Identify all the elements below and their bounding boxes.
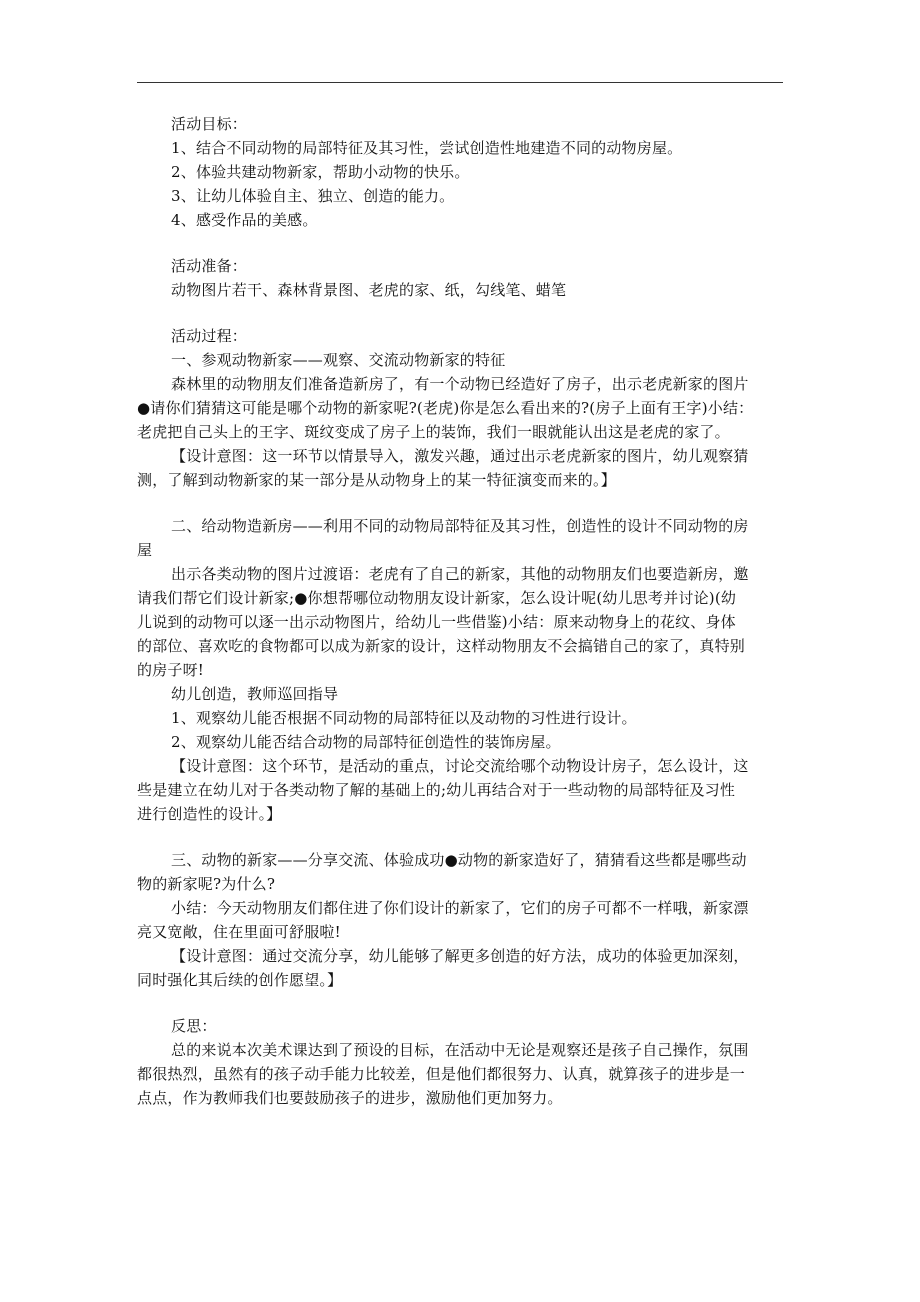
step1-intent-line: 【设计意图：这一环节以情景导入，激发兴趣，通过出示老虎新家的图片，幼儿观察猜 [171,447,749,465]
step2-line: 出示各类动物的图片过渡语：老虎有了自己的新家，其他的动物朋友们也要造新房，邀 [171,565,749,583]
prep-text: 动物图片若干、森林背景图、老虎的家、纸，勾线笔、蜡笔 [171,281,567,299]
step1-line: 老虎把自己头上的王字、斑纹变成了房子上的装饰，我们一眼就能认出这是老虎的家了。 [137,423,730,441]
step2-line: 的部位、喜欢吃的食物都可以成为新家的设计，这样动物朋友不会搞错自己的家了，真特别 [137,637,746,655]
step2-line: 请我们帮它们设计新家;●你想帮哪位动物朋友设计新家，怎么设计呢(幼儿思考并讨论)(幼 [137,589,737,607]
header-rule [137,82,783,83]
goal-item: 4、感受作品的美感。 [171,211,318,229]
prep-heading: 活动准备： [171,257,248,275]
step2-line: 儿说到的动物可以逐一出示动物图片，给幼儿一些借鉴)小结：原来动物身上的花纹、身体 [137,613,736,631]
step2-intent-line: 【设计意图：这个环节，是活动的重点，讨论交流给哪个动物设计房子，怎么设计，这 [171,757,749,775]
step3-intent-line: 【设计意图：通过交流分享，幼儿能够了解更多创造的好方法，成功的体验更加深刻， [171,947,749,965]
step2-guide-item: 1、观察幼儿能否根据不同动物的局部特征以及动物的习性进行设计。 [171,709,637,727]
step1-line: 森林里的动物朋友们准备造新房了，有一个动物已经造好了房子，出示老虎新家的图片 [171,375,749,393]
step1-intent-line: 测，了解到动物新家的某一部分是从动物身上的某一特征演变而来的。】 [137,471,616,489]
step1-title: 一、参观动物新家——观察、交流动物新家的特征 [171,351,506,369]
step2-line: 的房子呀! [137,661,205,679]
step3-summary-line: 亮又宽敞，住在里面可舒服啦! [137,923,341,941]
spacer [137,302,787,324]
step1-line: ●请你们猜猜这可能是哪个动物的新家呢?(老虎)你是怎么看出来的?(房子上面有王字)小结： [137,399,754,417]
reflection-line: 都很热烈，虽然有的孩子动手能力比较差，但是他们都很努力、认真，就算孩子的进步是一 [137,1065,746,1083]
step3-title: 三、动物的新家——分享交流、体验成功●动物的新家造好了，猜猜看这些都是哪些动 [171,851,747,869]
reflection-line: 点点，作为教师我们也要鼓励孩子的进步，激励他们更加努力。 [137,1089,563,1107]
step2-intent-line: 些是建立在幼儿对于各类动物了解的基础上的;幼儿再结合对于一些动物的局部特征及习性 [137,781,736,799]
reflection-line: 总的来说本次美术课达到了预设的目标，在活动中无论是观察还是孩子自己操作，氛围 [171,1041,749,1059]
step2-guide-title: 幼儿创造，教师巡回指导 [171,685,339,703]
spacer [137,492,787,514]
goal-item: 1、结合不同动物的局部特征及其习性，尝试创造性地建造不同的动物房屋。 [171,139,683,157]
goals-heading: 活动目标： [171,115,248,133]
goal-item: 2、体验共建动物新家，帮助小动物的快乐。 [171,163,470,181]
step2-intent-line: 进行创造性的设计。】 [137,805,282,823]
spacer [137,826,787,848]
process-heading: 活动过程： [171,327,248,345]
step3-title: 物的新家呢?为什么? [137,875,276,893]
reflection-heading: 反思： [171,1017,217,1035]
step2-guide-item: 2、观察幼儿能否结合动物的局部特征创造性的装饰房屋。 [171,733,561,751]
step2-title: 屋 [137,541,153,559]
step2-title: 二、给动物造新房——利用不同的动物局部特征及其习性，创造性的设计不同动物的房 [171,517,749,535]
document-body [137,112,787,1110]
spacer [137,992,787,1014]
spacer [137,232,787,254]
goal-item: 3、让幼儿体验自主、独立、创造的能力。 [171,187,455,205]
step3-intent-line: 同时强化其后续的创作愿望。】 [137,971,343,989]
step3-summary-line: 小结：今天动物朋友们都住进了你们设计的新家了，它们的房子可都不一样哦，新家漂 [171,899,749,917]
